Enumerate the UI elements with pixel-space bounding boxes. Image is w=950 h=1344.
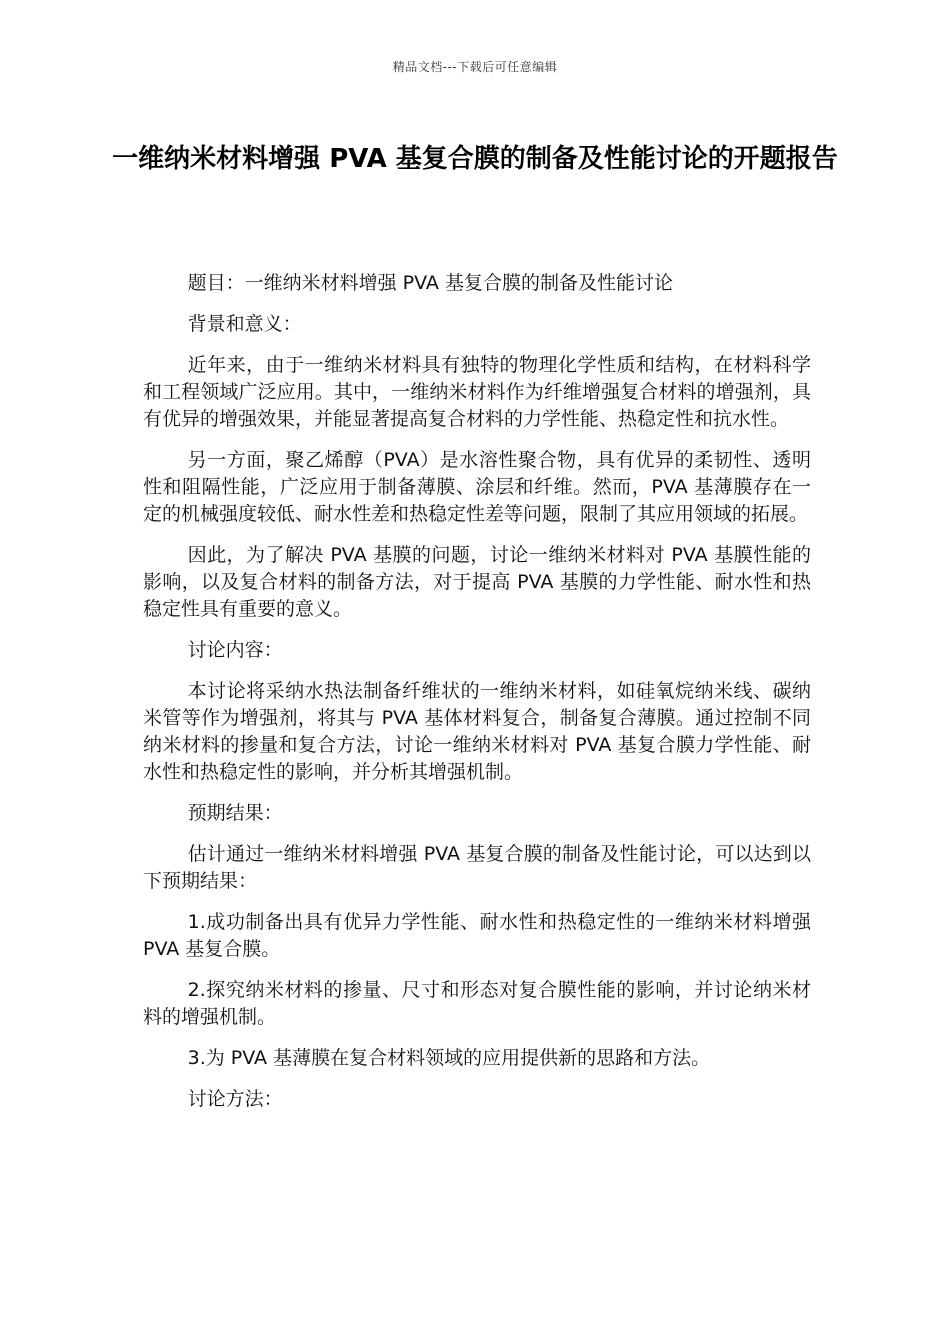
document-body — [143, 270, 811, 1127]
document-title: 一维纳米材料增强 PVA 基复合膜的制备及性能讨论的开题报告 — [112, 144, 838, 174]
paragraph-background-3: 因此，为了解决 PVA 基膜的问题，讨论一维纳米材料对 PVA 基膜性能的影响，以及复合材料的制备方法，对于提高 PVA 基膜的力学性能、耐水性和热稳定性具有重要的意义。 — [143, 544, 811, 620]
list-item-result-1: 1.成功制备出具有优异力学性能、耐水性和热稳定性的一维纳米材料增强 PVA 基复合膜。 — [143, 911, 811, 960]
paragraph-background-2: 另一方面，聚乙烯醇（PVA）是水溶性聚合物，具有优异的柔韧性、透明性和阻隔性能，广泛应用于制备薄膜、涂层和纤维。然而，PVA 基薄膜存在一定的机械强度较低、耐水性差和热稳定性差等问题，限制了其应用领域的拓展。 — [143, 449, 811, 525]
paragraph-topic: 题目：一维纳米材料增强 PVA 基复合膜的制备及性能讨论 — [187, 272, 673, 294]
list-item-result-3: 3.为 PVA 基薄膜在复合材料领域的应用提供新的思路和方法。 — [187, 1047, 711, 1069]
heading-background: 背景和意义： — [187, 313, 302, 335]
list-item-result-2: 2.探究纳米材料的掺量、尺寸和形态对复合膜性能的影响，并讨论纳米材料的增强机制。 — [143, 979, 811, 1028]
heading-content: 讨论内容： — [187, 639, 283, 661]
paragraph-background-1: 近年来，由于一维纳米材料具有独特的物理化学性质和结构，在材料科学和工程领域广泛应用。其中，一维纳米材料作为纤维增强复合材料的增强剂，具有优异的增强效果，并能显著提高复合材料的力学性能、热稳定性和抗水性。 — [143, 354, 811, 430]
heading-methods: 讨论方法： — [187, 1088, 283, 1110]
paragraph-content: 本讨论将采纳水热法制备纤维状的一维纳米材料，如硅氧烷纳米线、碳纳米管等作为增强剂，将其与 PVA 基体材料复合，制备复合薄膜。通过控制不同纳米材料的掺量和复合方法，讨论一维纳米材料对 PVA 基复合膜力学性能、耐水性和热稳定性的影响，并分析其增强机制。 — [143, 680, 811, 783]
heading-expected-results: 预期结果： — [187, 802, 283, 824]
header-note: 精品文档---下载后可任意编辑 — [392, 60, 558, 74]
paragraph-expected-intro: 估计通过一维纳米材料增强 PVA 基复合膜的制备及性能讨论，可以达到以下预期结果： — [143, 843, 811, 892]
